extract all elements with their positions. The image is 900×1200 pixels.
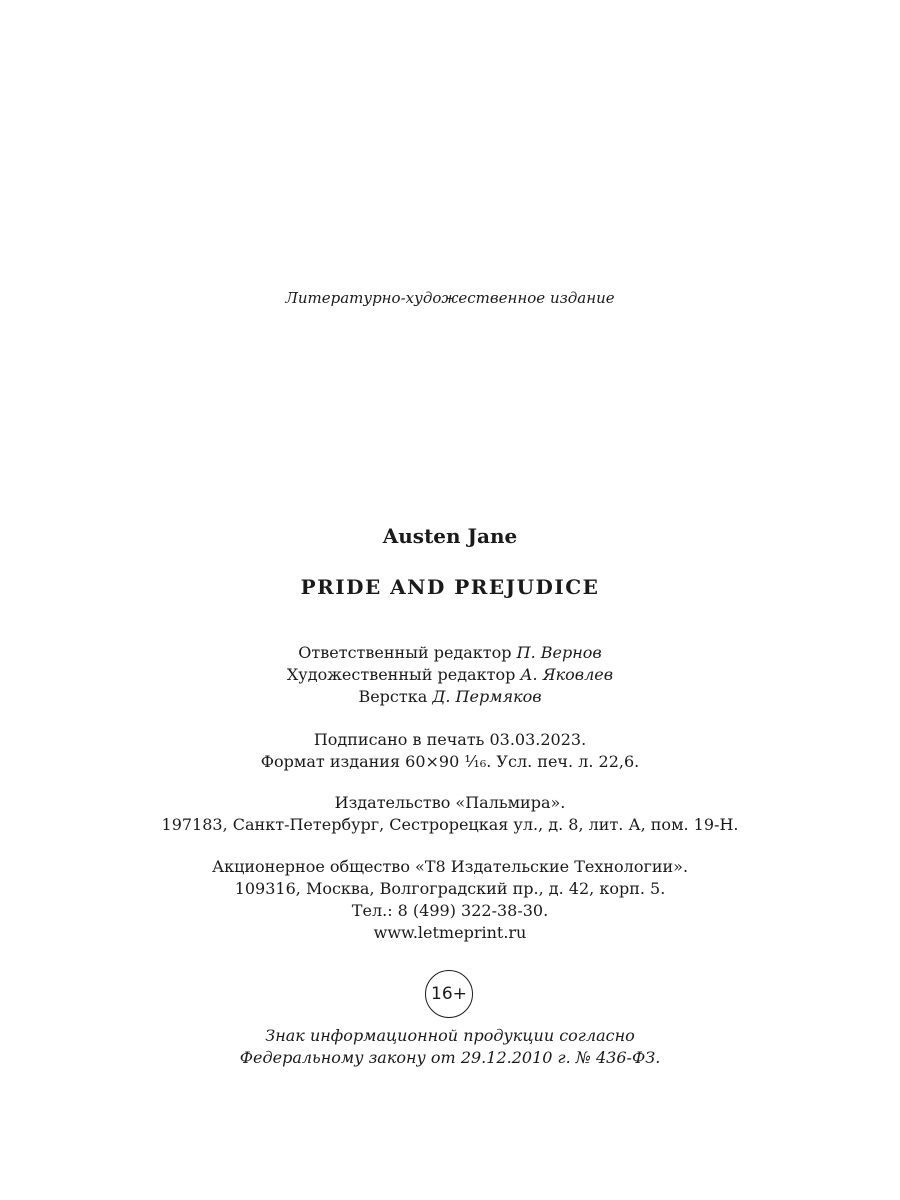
signed-to-print: Подписано в печать 03.03.2023. <box>313 730 587 749</box>
credit-role: Художественный редактор <box>286 665 516 684</box>
credits-block <box>0 642 900 708</box>
notice-line-1: Знак информационной продукции согласно <box>265 1026 635 1045</box>
print-info-block <box>0 729 900 773</box>
credit-role: Верстка <box>358 687 428 706</box>
credit-person: П. Вернов <box>516 643 602 662</box>
printer-phone: Тел.: 8 (499) 322-38-30. <box>351 901 549 920</box>
printer-website: www.letmeprint.ru <box>373 923 527 942</box>
publisher-address: 197183, Санкт-Петербург, Сестрорецкая ул., д. 8, лит. А, пом. 19-Н. <box>161 815 739 834</box>
age-rating-badge <box>425 970 473 1018</box>
credit-line-art-editor <box>0 664 900 686</box>
edition-format: Формат издания 60×90 ¹⁄₁₆. Усл. печ. л. 22,6. <box>260 752 640 771</box>
printer-block <box>0 856 900 944</box>
notice-line-2: Федеральному закону от 29.12.2010 г. № 436-ФЗ. <box>239 1048 661 1067</box>
credit-role: Ответственный редактор <box>298 643 512 662</box>
author-name: Austen Jane <box>382 524 518 548</box>
credit-person: Д. Пермяков <box>432 687 542 706</box>
credit-line-layout <box>0 686 900 708</box>
printer-address: 109316, Москва, Волгоградский пр., д. 42, корп. 5. <box>234 879 666 898</box>
age-rating-label: 16+ <box>431 984 467 1004</box>
book-title: PRIDE AND PREJUDICE <box>300 575 600 599</box>
credit-line-responsible-editor <box>0 642 900 664</box>
publisher-name: Издательство «Пальмира». <box>334 793 566 812</box>
credit-person: А. Яковлев <box>520 665 614 684</box>
info-product-notice <box>0 1025 900 1069</box>
publisher-block <box>0 792 900 836</box>
printer-name: Акционерное общество «Т8 Издательские Технологии». <box>211 857 689 876</box>
genre-label: Литературно-художественное издание <box>285 289 615 307</box>
